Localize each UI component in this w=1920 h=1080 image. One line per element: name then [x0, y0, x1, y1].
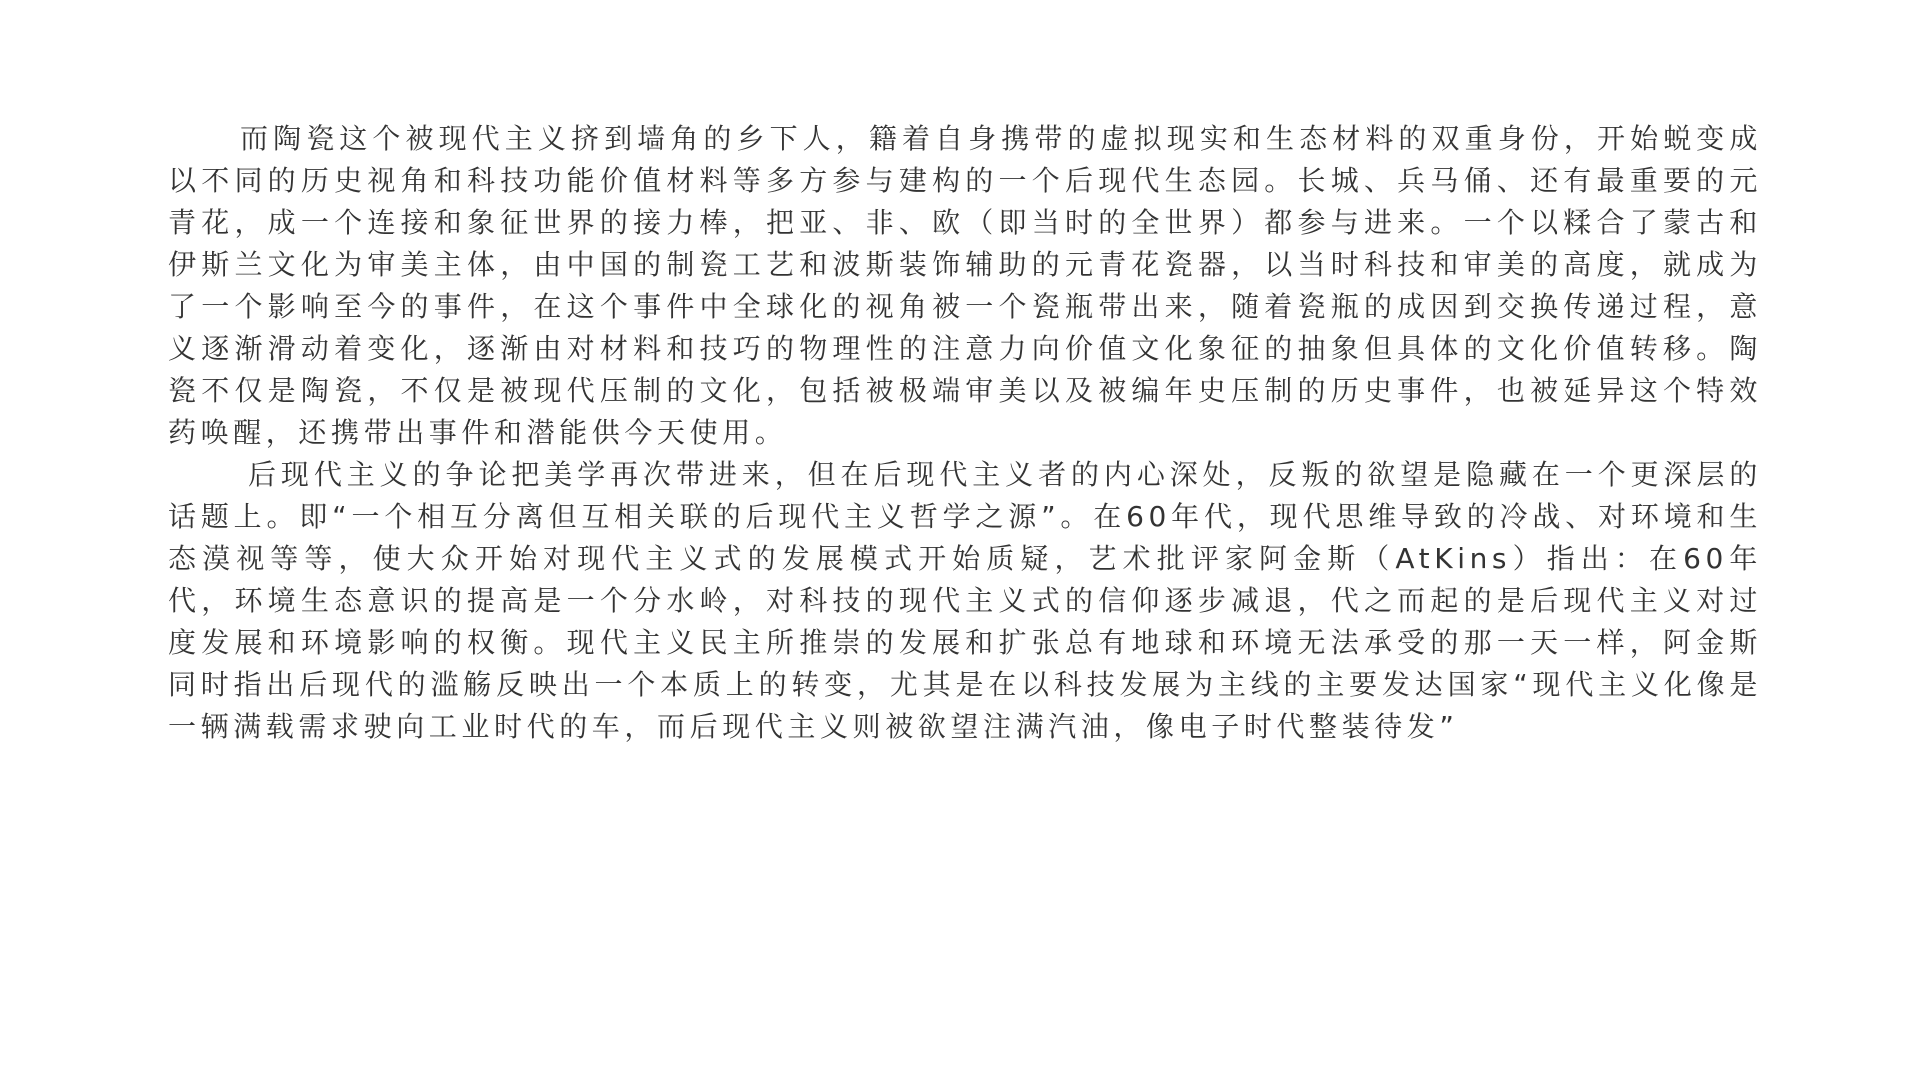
paragraph-1: 而陶瓷这个被现代主义挤到墙角的乡下人，籍着自身携带的虚拟现实和生态材料的双重身份，开始蜕变成以不同的历史视角和科技功能价值材料等多方参与建构的一个后现代生态园。长城、兵马俑、还有最重要的元青花，成一个连接和象征世界的接力棒，把亚、非、欧（即当时的全世界）都参与进来。一个以糅合了蒙古和伊斯兰文化为审美主体，由中国的制瓷工艺和波斯装饰辅助的元青花瓷器，以当时科技和审美的高度，就成为了一个影响至今的事件，在这个事件中全球化的视角被一个瓷瓶带出来，随着瓷瓶的成因到交换传递过程，意义逐渐滑动着变化，逐渐由对材料和技巧的物理性的注意力向价值文化象征的抽象但具体的文化价值转移。陶瓷不仅是陶瓷，不仅是被现代压制的文化，包括被极端审美以及被编年史压制的历史事件，也被延异这个特效药唤醒，还携带出事件和潜能供今天使用。: [168, 122, 1762, 449]
document-body: [168, 118, 1762, 748]
paragraph-2: 后现代主义的争论把美学再次带进来，但在后现代主义者的内心深处，反叛的欲望是隐藏在一个更深层的话题上。即“一个相互分离但互相关联的后现代主义哲学之源”。在60年代，现代思维导致的冷战、对环境和生态漠视等等，使大众开始对现代主义式的发展模式开始质疑，艺术批评家阿金斯（AtKins）指出：在60年代，环境生态意识的提高是一个分水岭，对科技的现代主义式的信仰逐步减退，代之而起的是后现代主义对过度发展和环境影响的权衡。现代主义民主所推崇的发展和扩张总有地球和环境无法承受的那一天一样，阿金斯同时指出后现代的滥觞反映出一个本质上的转变，尤其是在以科技发展为主线的主要发达国家“现代主义化像是一辆满载需求驶向工业时代的车，而后现代主义则被欲望注满汽油，像电子时代整装待发”: [168, 458, 1762, 743]
